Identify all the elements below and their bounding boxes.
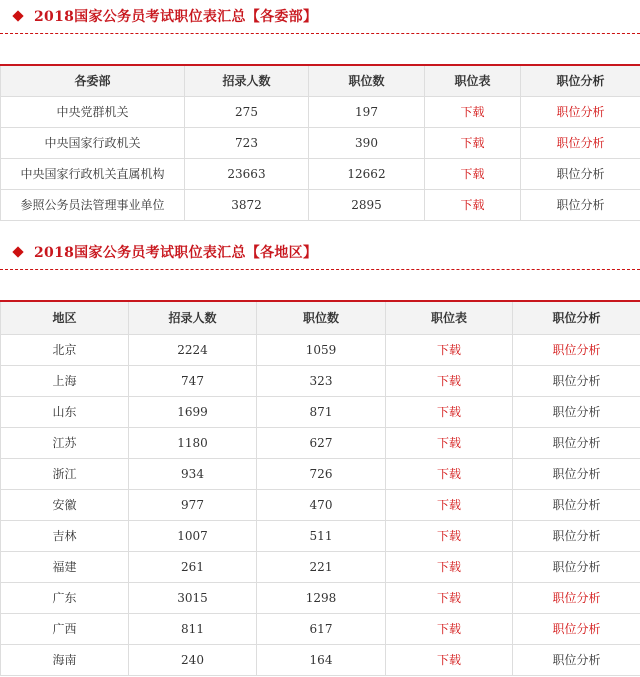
download-link-container [425,158,521,189]
positions-cell-container [257,427,386,458]
name-cell: 江苏 [52,436,77,450]
download-link[interactable]: 下载 [460,198,485,212]
positions-cell-container [309,158,425,189]
positions-cell-container [257,396,386,427]
recruits-cell: 747 [181,373,204,388]
recruits-cell-container [129,427,257,458]
download-link-container [386,334,513,365]
positions-cell: 197 [355,104,378,119]
name-cell: 上海 [52,374,77,388]
download-link-container [386,551,513,582]
name-cell: 参照公务员法管理事业单位 [20,198,165,212]
positions-cell: 221 [309,559,333,574]
analysis-link-container [513,427,640,458]
analysis-link[interactable]: 职位分析 [552,529,601,543]
name-cell-container [1,396,129,427]
positions-cell-container [257,520,386,551]
name-cell-container [1,582,129,613]
table-row [1,458,640,489]
positions-cell: 390 [355,135,378,150]
recruits-cell-container [129,613,257,644]
table-row [1,127,640,158]
positions-cell: 617 [309,621,333,636]
column-header: 职位数 [257,301,386,334]
recruits-cell: 23663 [227,166,266,181]
analysis-link-container [521,96,640,127]
recruits-cell: 723 [235,135,258,150]
recruits-cell: 275 [235,104,258,119]
name-cell: 山东 [52,405,77,419]
analysis-link-container [521,158,640,189]
analysis-link[interactable]: 职位分析 [556,167,605,181]
positions-cell: 12662 [347,166,386,181]
name-cell: 浙江 [52,467,77,481]
diamond-bullet-icon [12,10,23,21]
recruits-cell: 2224 [177,342,208,357]
column-header: 地区 [1,301,129,334]
analysis-link-container [513,520,640,551]
regions-table [0,300,640,676]
download-link-container [386,582,513,613]
name-cell-container [1,189,185,220]
recruits-cell: 3872 [231,197,262,212]
recruits-cell-container [129,458,257,489]
column-header: 招录人数 [185,65,309,96]
download-link-container [386,489,513,520]
table-row [1,427,640,458]
name-cell: 广西 [52,622,77,636]
table-row [1,582,640,613]
column-header: 招录人数 [129,301,257,334]
name-cell: 海南 [52,653,77,667]
table-row [1,396,640,427]
analysis-link-container [513,365,640,396]
recruits-cell-container [185,96,309,127]
download-link[interactable]: 下载 [436,653,461,667]
name-cell-container [1,158,185,189]
download-link-container [386,644,513,675]
ministries-table [0,64,640,221]
dotted-divider [0,269,640,270]
positions-cell: 871 [309,404,333,419]
analysis-link[interactable]: 职位分析 [556,198,605,212]
recruits-cell: 1007 [177,528,208,543]
recruits-cell: 240 [181,652,204,667]
analysis-link[interactable]: 职位分析 [552,560,601,574]
download-link[interactable]: 下载 [436,343,461,357]
analysis-link-container [513,582,640,613]
download-link[interactable]: 下载 [436,405,461,419]
recruits-cell-container [185,158,309,189]
positions-cell-container [257,365,386,396]
table-row [1,551,640,582]
download-link[interactable]: 下载 [436,467,461,481]
diamond-bullet-icon [12,246,23,257]
download-link[interactable]: 下载 [460,136,485,150]
download-link-container [386,520,513,551]
positions-cell-container [309,189,425,220]
table-row [1,613,640,644]
positions-cell: 726 [309,466,333,481]
analysis-link-container [513,458,640,489]
positions-cell: 1059 [305,342,337,357]
analysis-link-container [513,613,640,644]
recruits-cell: 3015 [177,590,208,605]
download-link-container [386,458,513,489]
download-link[interactable]: 下载 [436,436,461,450]
name-cell: 中央国家行政机关 [44,136,141,150]
download-link-container [386,613,513,644]
table-row [1,520,640,551]
table-row [1,644,640,675]
name-cell: 北京 [52,343,77,357]
positions-cell-container [257,644,386,675]
positions-cell-container [257,489,386,520]
table-row [1,96,640,127]
name-cell-container [1,334,129,365]
name-cell-container [1,96,185,127]
dotted-divider [0,33,640,34]
download-link[interactable]: 下载 [436,529,461,543]
positions-cell-container [257,582,386,613]
positions-cell: 2895 [351,197,382,212]
section-header-ministries [0,5,640,27]
recruits-cell-container [129,365,257,396]
recruits-cell-container [129,551,257,582]
analysis-link-container [513,489,640,520]
analysis-link[interactable]: 职位分析 [556,136,605,150]
name-cell-container [1,427,129,458]
download-link-container [425,189,521,220]
name-cell: 安徽 [52,498,77,512]
recruits-cell-container [129,520,257,551]
column-header: 职位数 [309,65,425,96]
table-row [1,334,640,365]
analysis-link[interactable]: 职位分析 [552,467,601,481]
analysis-link-container [521,127,640,158]
section-title: 2018国家公务员考试职位表汇总【各地区】 [34,245,318,261]
name-cell: 广东 [52,591,77,605]
download-link[interactable]: 下载 [436,374,461,388]
section-title: 2018国家公务员考试职位表汇总【各委部】 [34,9,318,25]
name-cell-container [1,458,129,489]
recruits-cell-container [129,396,257,427]
analysis-link-container [513,551,640,582]
positions-cell: 470 [309,497,333,512]
download-link[interactable]: 下载 [436,498,461,512]
analysis-link[interactable]: 职位分析 [552,591,601,605]
positions-cell-container [257,458,386,489]
name-cell: 福建 [52,560,77,574]
analysis-link-container [513,396,640,427]
recruits-cell: 811 [181,621,204,636]
table-row [1,489,640,520]
download-link[interactable]: 下载 [436,622,461,636]
recruits-cell-container [129,489,257,520]
table-row [1,158,640,189]
positions-cell-container [257,334,386,365]
column-header: 职位分析 [521,65,640,96]
positions-cell: 627 [309,435,333,450]
analysis-link[interactable]: 职位分析 [556,105,605,119]
name-cell-container [1,644,129,675]
recruits-cell-container [129,644,257,675]
analysis-link[interactable]: 职位分析 [552,498,601,512]
recruits-cell: 1180 [177,435,208,450]
positions-cell: 1298 [305,590,337,605]
section-header-regions [0,241,640,263]
download-link-container [386,365,513,396]
column-header: 各委部 [1,65,185,96]
recruits-cell: 1699 [177,404,208,419]
download-link-container [425,96,521,127]
column-header: 职位表 [386,301,513,334]
recruits-cell-container [185,127,309,158]
column-header: 职位分析 [513,301,640,334]
table-header-row [1,65,640,96]
download-link-container [386,427,513,458]
positions-cell-container [309,96,425,127]
table-row [1,365,640,396]
analysis-link-container [521,189,640,220]
positions-cell-container [257,613,386,644]
recruits-cell-container [185,189,309,220]
name-cell: 吉林 [52,529,77,543]
name-cell-container [1,365,129,396]
name-cell-container [1,551,129,582]
download-link-container [386,396,513,427]
name-cell: 中央党群机关 [56,105,129,119]
recruits-cell: 261 [181,559,204,574]
recruits-cell: 977 [181,497,204,512]
recruits-cell-container [129,334,257,365]
analysis-link[interactable]: 职位分析 [552,374,601,388]
positions-cell: 323 [309,373,333,388]
download-link[interactable]: 下载 [460,167,485,181]
analysis-link[interactable]: 职位分析 [552,405,601,419]
analysis-link[interactable]: 职位分析 [552,436,601,450]
analysis-link[interactable]: 职位分析 [552,343,601,357]
positions-cell: 511 [309,528,333,543]
positions-cell: 164 [309,652,333,667]
name-cell-container [1,127,185,158]
name-cell-container [1,613,129,644]
analysis-link-container [513,644,640,675]
download-link[interactable]: 下载 [436,591,461,605]
recruits-cell-container [129,582,257,613]
recruits-cell: 934 [181,466,204,481]
download-link[interactable]: 下载 [460,105,485,119]
analysis-link-container [513,334,640,365]
download-link[interactable]: 下载 [436,560,461,574]
column-header: 职位表 [425,65,521,96]
download-link-container [425,127,521,158]
positions-cell-container [257,551,386,582]
table-header-row [1,301,640,334]
positions-cell-container [309,127,425,158]
analysis-link[interactable]: 职位分析 [552,653,601,667]
name-cell: 中央国家行政机关直属机构 [20,167,165,181]
table-row [1,189,640,220]
name-cell-container [1,489,129,520]
analysis-link[interactable]: 职位分析 [552,622,601,636]
name-cell-container [1,520,129,551]
